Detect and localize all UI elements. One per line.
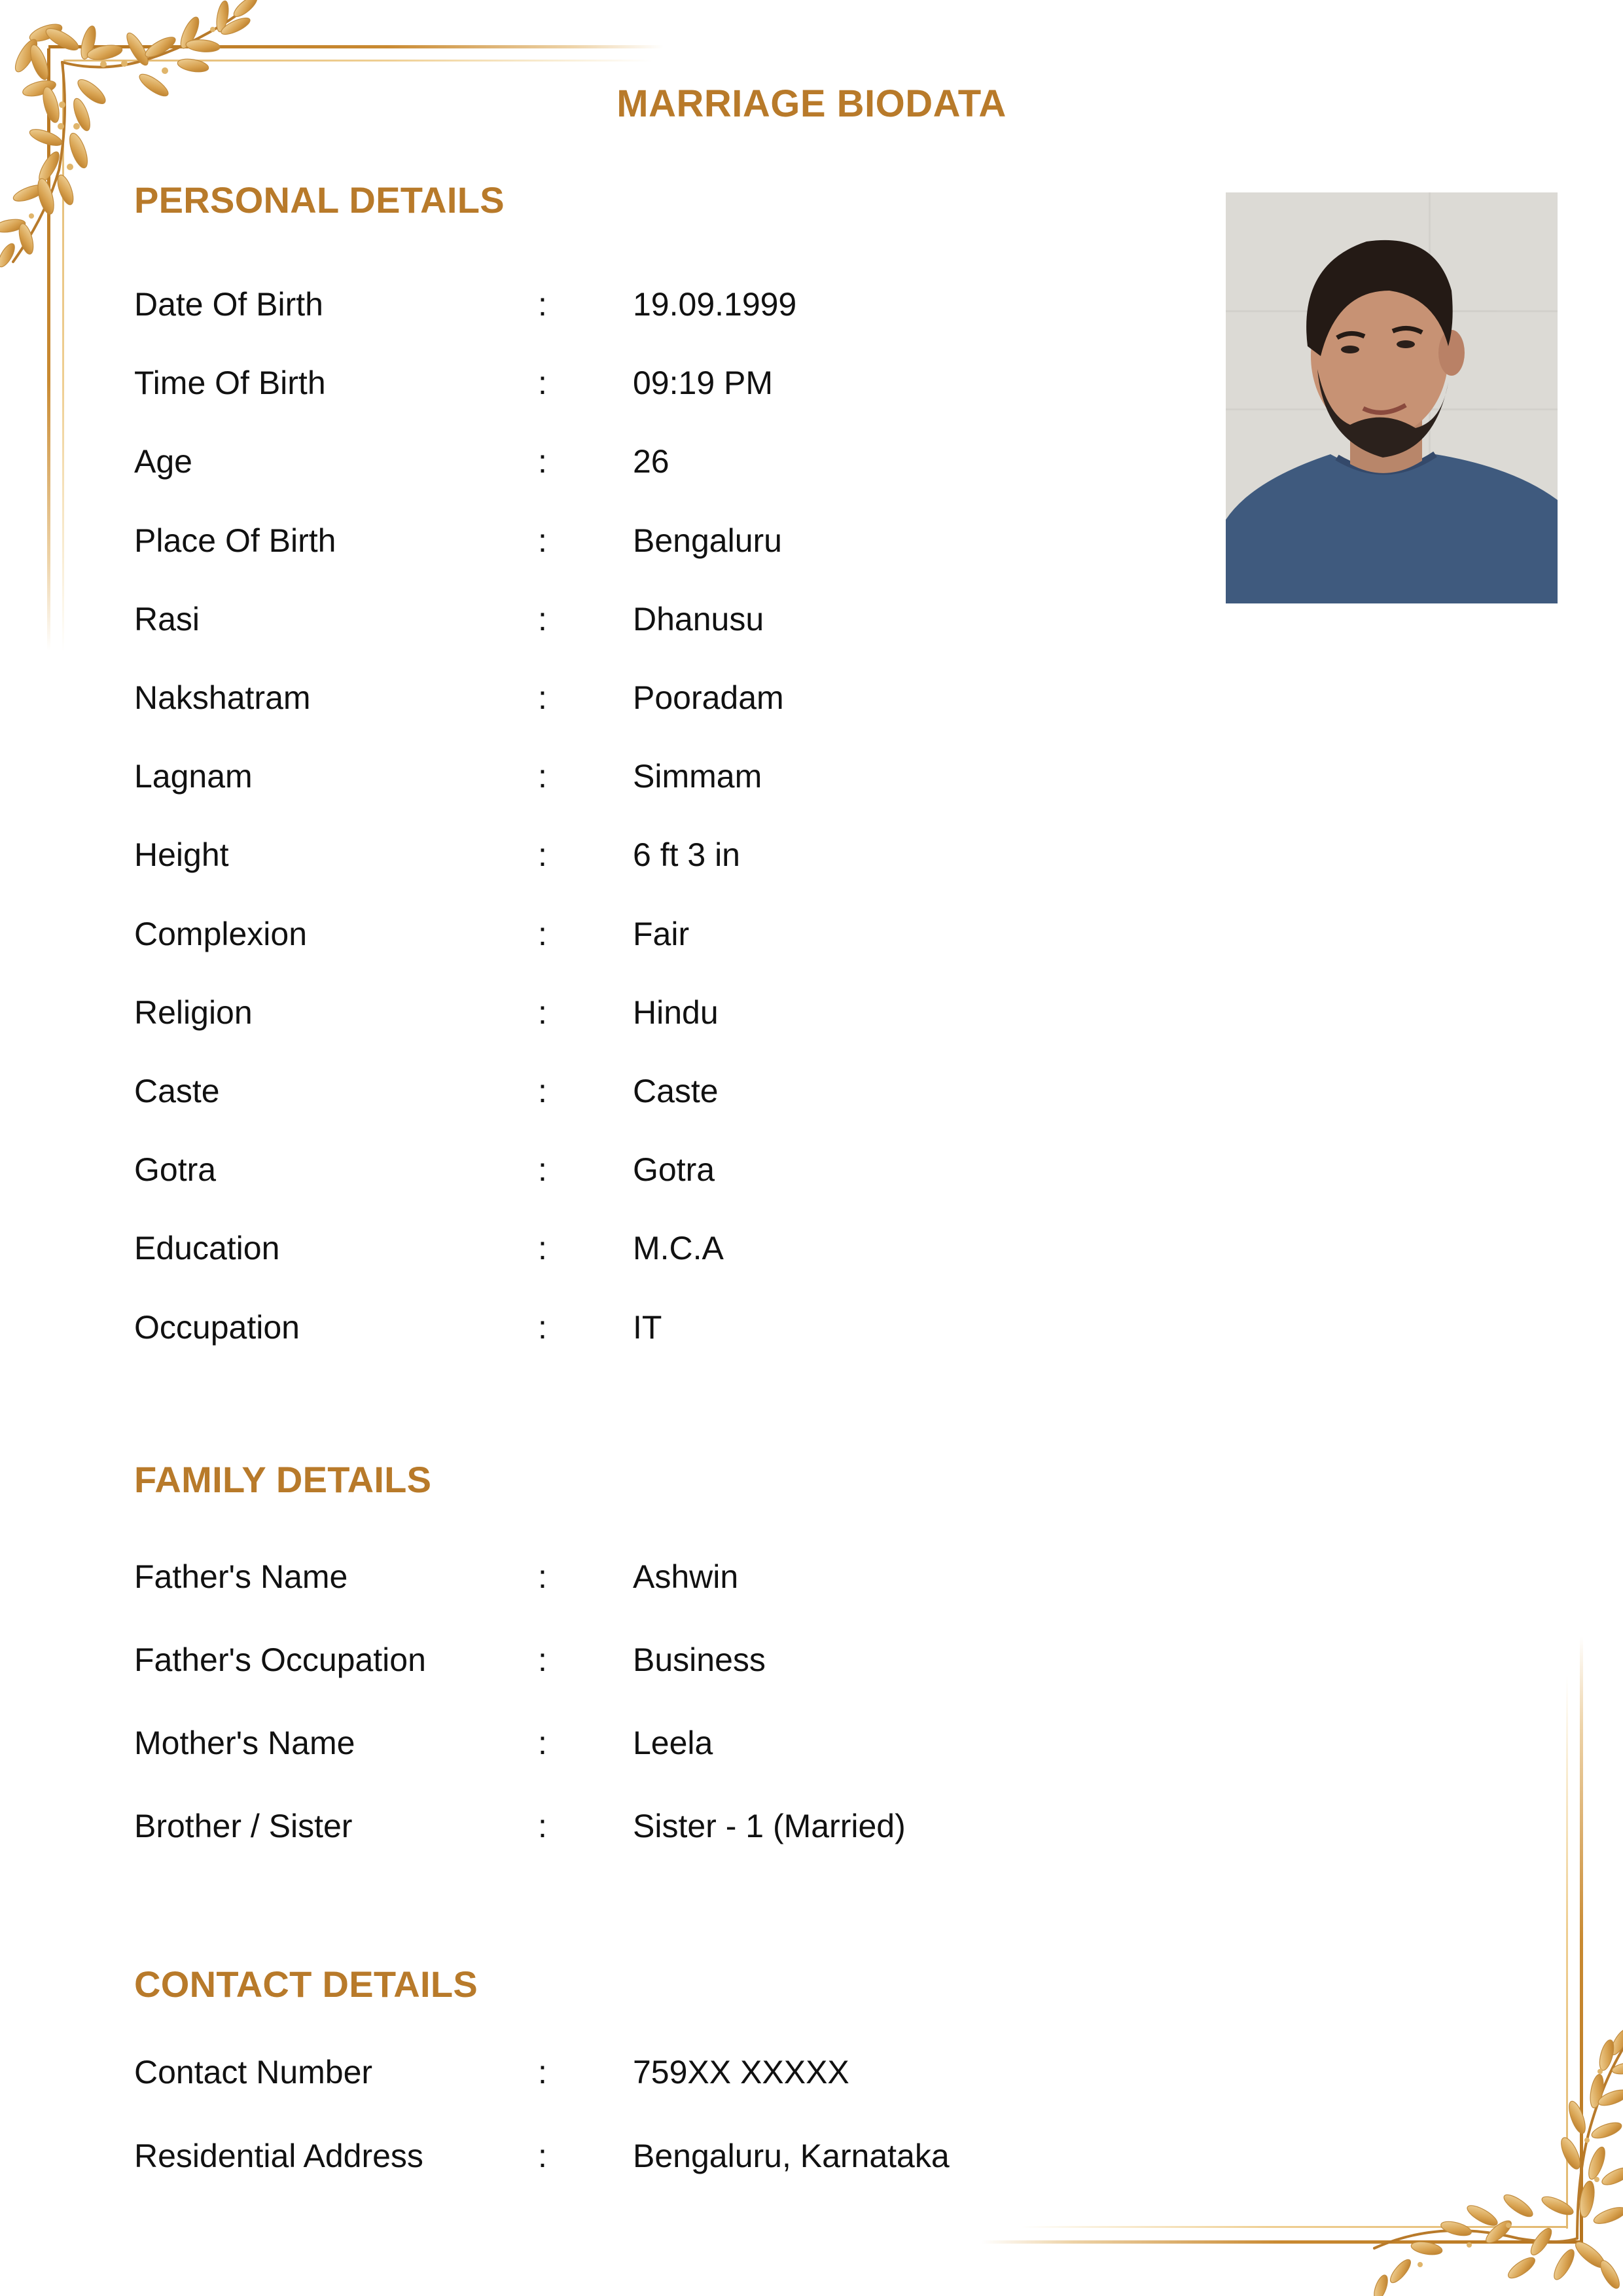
detail-row [0, 361, 1178, 404]
detail-row [0, 519, 1178, 562]
detail-value: Hindu [633, 994, 719, 1031]
detail-row [0, 1555, 1178, 1598]
detail-label: Religion [134, 994, 253, 1031]
document-title [0, 82, 1623, 126]
detail-label: Age [134, 443, 192, 480]
profile-photo [1226, 192, 1558, 603]
detail-row [0, 598, 1178, 641]
detail-label: Height [134, 836, 229, 873]
detail-value: 09:19 PM [633, 365, 774, 401]
detail-row [0, 440, 1178, 483]
separator-colon: : [538, 679, 547, 716]
detail-label: Complexion [134, 916, 308, 952]
separator-colon: : [538, 1151, 547, 1188]
section-heading-family: FAMILY DETAILS [134, 1459, 432, 1500]
separator-colon: : [538, 1808, 547, 1844]
detail-label: Mother's Name [134, 1725, 355, 1761]
detail-value: Leela [633, 1725, 713, 1761]
detail-row [0, 1306, 1178, 1349]
detail-value: 6 ft 3 in [633, 836, 740, 873]
detail-label: Education [134, 1230, 280, 1266]
detail-label: Father's Occupation [134, 1641, 426, 1678]
detail-row [0, 912, 1178, 956]
detail-label: Residential Address [134, 2138, 423, 2174]
detail-label: Nakshatram [134, 679, 311, 716]
detail-row [0, 1804, 1178, 1848]
detail-value: Bengaluru [633, 522, 782, 559]
separator-colon: : [538, 1558, 547, 1595]
detail-value: Fair [633, 916, 690, 952]
detail-row [0, 1227, 1178, 1270]
separator-colon: : [538, 522, 547, 559]
separator-colon: : [538, 443, 547, 480]
detail-row [0, 2051, 1178, 2094]
detail-row [0, 755, 1178, 798]
detail-value: Simmam [633, 758, 762, 795]
separator-colon: : [538, 2138, 547, 2174]
gold-leaf-ornament-icon [1361, 2022, 1623, 2296]
detail-row [0, 1638, 1178, 1681]
gold-leaf-ornament-icon [0, 0, 275, 275]
detail-row [0, 2134, 1178, 2178]
detail-label: Place Of Birth [134, 522, 336, 559]
separator-colon: : [538, 365, 547, 401]
detail-value: Caste [633, 1073, 719, 1109]
detail-label: Time Of Birth [134, 365, 326, 401]
detail-label: Contact Number [134, 2054, 373, 2090]
separator-colon: : [538, 286, 547, 323]
detail-row [0, 283, 1178, 326]
detail-value: Pooradam [633, 679, 784, 716]
detail-value: Ashwin [633, 1558, 739, 1595]
separator-colon: : [538, 836, 547, 873]
separator-colon: : [538, 1230, 547, 1266]
detail-value: Dhanusu [633, 601, 764, 637]
detail-value: Sister - 1 (Married) [633, 1808, 906, 1844]
section-heading-personal: PERSONAL DETAILS [134, 179, 505, 221]
detail-label: Lagnam [134, 758, 253, 795]
detail-row [0, 833, 1178, 876]
person-portrait-icon [1226, 192, 1558, 603]
detail-label: Father's Name [134, 1558, 348, 1595]
separator-colon: : [538, 916, 547, 952]
detail-row [0, 676, 1178, 719]
detail-value: Business [633, 1641, 766, 1678]
detail-value: Bengaluru, Karnataka [633, 2138, 950, 2174]
separator-colon: : [538, 2054, 547, 2090]
detail-row [0, 1069, 1178, 1113]
detail-row [0, 1721, 1178, 1765]
detail-label: Occupation [134, 1309, 300, 1346]
detail-label: Brother / Sister [134, 1808, 353, 1844]
detail-row [0, 991, 1178, 1034]
detail-value: 19.09.1999 [633, 286, 797, 323]
separator-colon: : [538, 1641, 547, 1678]
detail-value: 759XX XXXXX [633, 2054, 849, 2090]
detail-label: Rasi [134, 601, 200, 637]
detail-label: Date Of Birth [134, 286, 323, 323]
separator-colon: : [538, 1073, 547, 1109]
detail-value: IT [633, 1309, 662, 1346]
section-heading-contact: CONTACT DETAILS [134, 1964, 478, 2005]
separator-colon: : [538, 758, 547, 795]
detail-value: 26 [633, 443, 669, 480]
detail-label: Gotra [134, 1151, 217, 1188]
detail-label: Caste [134, 1073, 220, 1109]
separator-colon: : [538, 1725, 547, 1761]
separator-colon: : [538, 1309, 547, 1346]
detail-value: M.C.A [633, 1230, 724, 1266]
document-title-text: MARRIAGE BIODATA [616, 82, 1007, 125]
separator-colon: : [538, 994, 547, 1031]
detail-row [0, 1148, 1178, 1191]
separator-colon: : [538, 601, 547, 637]
detail-value: Gotra [633, 1151, 715, 1188]
